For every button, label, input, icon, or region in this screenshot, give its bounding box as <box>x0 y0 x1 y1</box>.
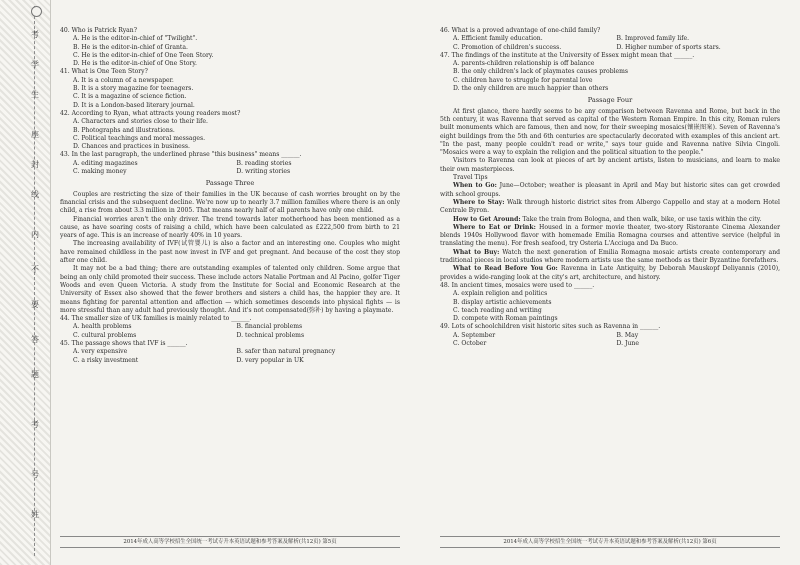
tip-item <box>440 265 780 282</box>
tip-label: What to Read Before You Go: <box>453 265 558 273</box>
option: B. financial problems <box>236 323 303 331</box>
tip-item <box>440 216 780 224</box>
option: D. Chances and practices in business. <box>73 143 190 151</box>
option-row <box>60 168 400 176</box>
tip-label: What to Buy: <box>453 248 500 256</box>
tip-text: Ravenna in Late Antiquity, by Deborah Mauskopf Deliyannis (2010), provides a wide-ranging look at the city's art, architecture, and history. <box>440 265 781 281</box>
option: D. It is a London-based literary journal. <box>73 101 195 109</box>
option: D. June <box>616 339 639 347</box>
option: D. technical problems <box>236 331 305 339</box>
question-48: 48. In ancient times, mosaics were used to ______. <box>440 281 595 289</box>
option: A. Characters and stories close to their life. <box>73 118 208 126</box>
tip-item <box>440 199 780 216</box>
option-row <box>440 44 780 52</box>
tip-text: Watch the next generation of Emilia Romagna mosaic artists create contemporary and traditional pieces in local studios where modern artists use the same methods as their Byzantine forefathers. <box>440 248 781 265</box>
seal-circle <box>31 6 42 17</box>
option-row <box>60 348 400 356</box>
option: B. the only children's lack of playmates causes problems <box>453 68 629 76</box>
option: C. cultural problems <box>73 331 137 339</box>
tip-text: Housed in a former movie theater, two-story Ristorante Cinema Alexander blends 1940s Hollywood flavor with homemade Emilia Romagna courses and attentive service (helpful in translating the menu). For fresh seafood, try Osteria L'Acciuga and Da Buco. <box>440 223 781 248</box>
passage-title: Passage Four <box>587 96 633 105</box>
option: B. It is a story magazine for teenagers. <box>73 85 194 93</box>
binding-char: 姓 <box>31 510 39 519</box>
tip-label: How to Get Around: <box>453 215 521 223</box>
passage-paragraph: At first glance, there hardly seems to be any comparison between Ravenna and Rome, but back in the 5th century, it was Ravenna that served as capital of the Western Roman Empire. In this city, Roman rulers built monuments which are famous, then and now, for their sweeping mosaics(镶嵌图案). Seven of Ravenna's eight buildings from the 5th and 6th centuries are spectacularly decorated with examples of this ancient art. "In the past, many people couldn't read or write," says tour guide and Ravenna native Silvia Cingoli. "Mosaics were a way to explain the religion and the political situation to the people." <box>440 107 780 157</box>
option: B. safer than natural pregnancy <box>236 348 336 356</box>
option: D. very popular in UK <box>236 356 304 364</box>
passage-paragraph: It may not be a bad thing; there are outstanding examples of talented only children. Some argue that being an only child promoted their success. These include actors Natalie Portman and Al Pacino, golfer Tiger Woods and even Queen Victoria. A study from the Institute for Social and Economic Research at the University of Essex also showed that the fewer brothers and sisters a child has, the happier they are. It means fighting for parental attention and affection — which sometimes descends into physical fights — is more stressful than any adult had previously thought. And it's not compensated(弥补) by having a playmate. <box>60 265 400 314</box>
binding-char: 号 <box>31 470 39 479</box>
option: D. the only children are much happier than others <box>453 85 609 93</box>
option: A. Efficient family education. <box>453 35 543 43</box>
option: C. Promotion of children's success. <box>453 43 562 51</box>
binding-char: 不 <box>31 265 39 274</box>
question-41: 41. What is One Teen Story? <box>60 68 148 76</box>
question-42: 42. According to Ryan, what attracts young readers most? <box>60 109 241 117</box>
question-46: 46. What is a proved advantage of one-child family? <box>440 27 601 34</box>
option-row <box>60 332 400 340</box>
option: B. May <box>616 331 639 339</box>
binding-char: 生 <box>31 90 39 99</box>
option: D. Higher number of sports stars. <box>616 43 721 51</box>
binding-char: 题 <box>31 370 39 379</box>
question-44: 44. The smaller size of UK families is mainly related to ______. <box>60 315 252 323</box>
option: C. It is a magazine of science fiction. <box>73 93 187 101</box>
binding-char: 线 <box>31 190 39 199</box>
tip-label: Where to Eat or Drink: <box>453 223 536 231</box>
binding-char: 答 <box>31 335 39 344</box>
travel-tips-heading: Travel Tips <box>453 174 488 182</box>
passage-paragraph: Financial worries aren't the only driver. The trend towards later motherhood has been mentioned as a cause, as have soaring costs of raising a child, which have been calculated as £222,500 from birth to 21 years of age. This is an increase of nearly 40% in 10 years. <box>60 215 400 240</box>
question-43: 43. In the last paragraph, the underlined phrase "this business" means ______. <box>60 151 302 159</box>
option: D. writing stories <box>236 168 291 176</box>
option-row <box>60 323 400 331</box>
option: B. reading stories <box>236 159 292 167</box>
option: D. He is the editor-in-chief of One Story. <box>73 60 197 68</box>
option: C. Political teachings and moral messages. <box>73 134 206 142</box>
option: A. editing magazines <box>73 159 138 167</box>
page-footer: 2014年成人高等学校招生全国统一考试专升本英语试题和参考答案及解析(共12页) 第5页 <box>60 536 400 548</box>
option: A. September <box>453 331 496 339</box>
option: A. It is a column of a newspaper. <box>73 76 174 84</box>
option-row <box>60 160 400 168</box>
question-40: 40. Who is Patrick Ryan? <box>60 27 137 34</box>
option: D. compete with Roman paintings <box>453 315 558 323</box>
option: C. He is the editor-in-chief of One Teen Story. <box>73 51 214 59</box>
page-5 <box>60 27 400 365</box>
option-row <box>440 332 780 340</box>
binding-char: 座 <box>31 130 39 139</box>
option-row <box>440 35 780 43</box>
binding-char: 考 <box>31 30 39 39</box>
option: A. very expensive <box>73 348 128 356</box>
tip-text: Walk through historic district sites from Albergo Cappello and stay at a modern Hotel Centrale Byron. <box>440 198 780 215</box>
option: B. Improved family life. <box>616 35 690 43</box>
tip-item <box>440 224 780 249</box>
passage-paragraph: The increasing availability of IVF(试管婴儿) is also a factor and an interesting one. Couples who might have remained childless in the past now invest in IVF and get pregnant. And because of the cost they stop after one child. <box>60 240 400 265</box>
binding-margin <box>0 0 51 565</box>
option: B. display artistic achievements <box>453 298 552 306</box>
binding-char: 考 <box>31 420 39 429</box>
option: A. health problems <box>73 323 132 331</box>
option: A. explain religion and politics <box>453 290 548 298</box>
question-45: 45. The passage shows that IVF is ______. <box>60 339 188 347</box>
tip-label: Where to Stay: <box>453 198 505 206</box>
question-47: 47. The findings of the institute at the University of Essex might mean that ______. <box>440 51 695 59</box>
option: C. October <box>453 339 487 347</box>
tip-text: Take the train from Bologna, and then walk, bike, or use taxis within the city. <box>522 215 762 223</box>
option: C. making money <box>73 168 127 176</box>
option: A. He is the editor-in-chief of "Twilight". <box>73 35 198 43</box>
option: B. Photographs and illustrations. <box>73 126 175 134</box>
option: A. parents-children relationship is off balance <box>453 60 595 68</box>
passage-paragraph: Couples are restricting the size of their families in the UK because of cash worries brought on by the financial crisis and the subsequent decline. We're now up to nearly 3.7 million families where there is an only child, a rise from about 3.3 million in 2005. That means nearly half of all parents have only one child. <box>60 190 400 215</box>
binding-char: 学 <box>31 60 39 69</box>
option-row <box>440 340 780 348</box>
tip-item <box>440 249 780 266</box>
binding-char: 封 <box>31 160 39 169</box>
question-49: 49. Lots of schoolchildren visit historic sites such as Ravenna in ______. <box>440 323 661 331</box>
passage-paragraph: Visitors to Ravenna can look at pieces of art by ancient artists, listen to musicians, and learn to make their own masterpieces. <box>440 157 780 173</box>
tip-label: When to Go: <box>453 182 497 190</box>
option: B. He is the editor-in-chief of Granta. <box>73 43 188 51</box>
binding-char: 要 <box>31 300 39 309</box>
passage-title: Passage Three <box>205 179 255 188</box>
option: C. teach reading and writing <box>453 306 542 314</box>
tip-text: June—October; weather is pleasant in April and May but historic sites can get crowded with school groups. <box>440 182 781 198</box>
page-footer: 2014年成人高等学校招生全国统一考试专升本英语试题和参考答案及解析(共12页) 第6页 <box>440 536 780 548</box>
page-6 <box>440 27 780 348</box>
binding-char: 内 <box>31 230 39 239</box>
tip-item <box>440 182 780 199</box>
option: C. a risky investment <box>73 356 139 364</box>
option: C. children have to struggle for parental love <box>453 76 593 84</box>
option-row <box>60 357 400 365</box>
